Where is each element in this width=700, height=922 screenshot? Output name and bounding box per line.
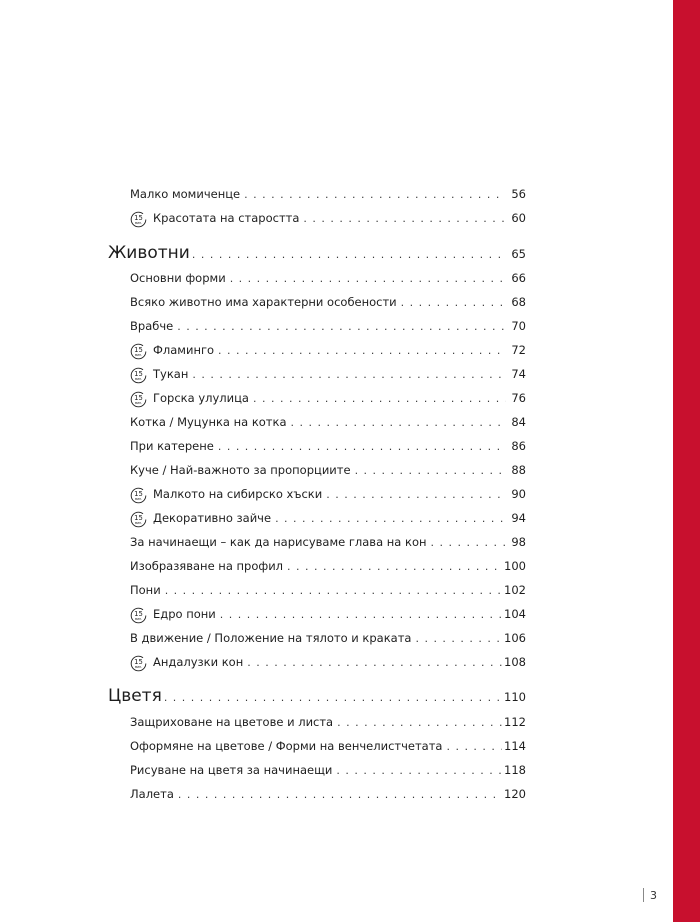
section-title: Животни [108, 243, 190, 263]
fifteen-minute-icon [130, 343, 147, 360]
toc-row-page: 106 [504, 631, 526, 645]
toc-row-page: 68 [511, 295, 526, 309]
footer-divider [643, 888, 644, 902]
toc-row-label: В движение / Положение на тялото и краката [130, 631, 412, 645]
dot-leader [431, 536, 506, 550]
toc-section-heading[interactable] [108, 243, 526, 265]
toc-row-page: 112 [504, 715, 526, 729]
dot-leader [401, 296, 506, 310]
dot-leader [247, 656, 502, 670]
toc-row[interactable] [130, 391, 526, 408]
toc-row-page: 94 [511, 511, 526, 525]
toc-row-label: Рисуване на цветя за начинаещи [130, 763, 333, 777]
dot-leader [178, 788, 502, 802]
toc-row-page: 90 [511, 487, 526, 501]
toc-row-page: 104 [504, 607, 526, 621]
toc-row-page: 66 [511, 271, 526, 285]
toc-row[interactable] [130, 211, 526, 228]
toc-row[interactable] [130, 415, 526, 430]
toc-row-page: 74 [511, 367, 526, 381]
toc-row[interactable] [130, 271, 526, 286]
toc-row-label: Малкото на сибирско хъски [153, 487, 323, 501]
toc-row-label: Лалета [130, 787, 174, 801]
dot-leader [165, 584, 502, 598]
dot-leader [337, 716, 502, 730]
toc-row-page: 108 [504, 655, 526, 669]
dot-leader [218, 440, 506, 454]
toc-row-page: 88 [511, 463, 526, 477]
dot-leader [192, 368, 506, 382]
toc-row-label: Основни форми [130, 271, 226, 285]
badge-number: 15 [134, 369, 143, 378]
toc-row[interactable] [130, 631, 526, 646]
badge-unit: мин. [134, 377, 143, 382]
badge-number: 15 [134, 345, 143, 354]
dot-leader [291, 416, 506, 430]
dot-leader [446, 740, 502, 754]
toc-row[interactable] [130, 343, 526, 360]
toc-row-page: 60 [511, 211, 526, 225]
toc-row-label: Всяко животно има характерни особености [130, 295, 397, 309]
toc-row-label: Едро пони [153, 607, 216, 621]
toc-row[interactable] [130, 511, 526, 528]
dot-leader [192, 245, 506, 265]
toc-row-label: Горска улулица [153, 391, 249, 405]
toc-row-label: Изобразяване на профил [130, 559, 284, 573]
toc-row-page: 114 [504, 739, 526, 753]
toc-row[interactable] [130, 655, 526, 672]
badge-number: 15 [134, 393, 143, 402]
toc-row-label: Пони [130, 583, 161, 597]
section-title: Цветя [108, 686, 162, 706]
fifteen-minute-icon [130, 367, 147, 384]
fifteen-minute-icon [130, 487, 147, 504]
badge-unit: мин. [134, 221, 143, 226]
toc-row-label: Красотата на старостта [153, 211, 300, 225]
toc-row[interactable] [130, 715, 526, 730]
badge-number: 15 [134, 609, 143, 618]
dot-leader [218, 344, 506, 358]
toc-row[interactable] [130, 763, 526, 778]
dot-leader [230, 272, 506, 286]
fifteen-minute-icon [130, 211, 147, 228]
badge-unit: мин. [134, 401, 143, 406]
badge-unit: мин. [134, 617, 143, 622]
dot-leader [326, 488, 506, 502]
toc-row[interactable] [130, 319, 526, 334]
toc-row-label: Андалузки кон [153, 655, 244, 669]
badge-unit: мин. [134, 665, 143, 670]
toc-row-page: 102 [504, 583, 526, 597]
dot-leader [355, 464, 506, 478]
toc-row-page: 120 [504, 787, 526, 801]
dot-leader [415, 632, 502, 646]
toc-row-page: 98 [511, 535, 526, 549]
toc-row-page: 118 [504, 763, 526, 777]
toc-row[interactable] [130, 787, 526, 802]
toc-row-label: Оформяне на цветове / Форми на венчелистчетата [130, 739, 443, 753]
fifteen-minute-icon [130, 607, 147, 624]
dot-leader [287, 560, 502, 574]
toc-row-page: 72 [511, 343, 526, 357]
toc-row-label: За начинаещи – как да нарисуваме глава на кон [130, 535, 427, 549]
fifteen-minute-icon [130, 391, 147, 408]
toc-row-page: 70 [511, 319, 526, 333]
toc-row-label: Декоративно зайче [153, 511, 272, 525]
badge-number: 15 [134, 657, 143, 666]
toc-row-page: 56 [511, 187, 526, 201]
toc-row[interactable] [130, 739, 526, 754]
toc-row-page: 100 [504, 559, 526, 573]
dot-leader [164, 688, 502, 708]
toc-row-page: 110 [504, 690, 526, 704]
toc-row[interactable] [130, 583, 526, 598]
dot-leader [253, 392, 506, 406]
fifteen-minute-icon [130, 655, 147, 672]
dot-leader [275, 512, 506, 526]
toc-row-label: Защриховане на цветове и листа [130, 715, 334, 729]
toc-row[interactable] [130, 439, 526, 454]
toc-row-page: 84 [511, 415, 526, 429]
dot-leader [220, 608, 502, 622]
dot-leader [303, 212, 506, 226]
badge-number: 15 [134, 513, 143, 522]
page-footer [643, 888, 657, 902]
toc-row-page: 65 [511, 247, 526, 261]
toc-row-label: Малко момиченце [130, 187, 241, 201]
badge-unit: мин. [134, 521, 143, 526]
toc-row[interactable] [130, 487, 526, 504]
badge-number: 15 [134, 489, 143, 498]
toc-row-page: 76 [511, 391, 526, 405]
toc-row-label: Врабче [130, 319, 174, 333]
badge-unit: мин. [134, 497, 143, 502]
toc-row[interactable] [130, 535, 526, 550]
dot-leader [336, 764, 502, 778]
toc-row-label: Котка / Муцунка на котка [130, 415, 287, 429]
toc-row-label: При катерене [130, 439, 214, 453]
toc-section-heading[interactable] [108, 686, 526, 708]
toc-row[interactable] [130, 559, 526, 574]
toc-row[interactable] [130, 367, 526, 384]
toc-row-label: Тукан [153, 367, 189, 381]
page-number: 3 [650, 888, 657, 902]
toc-row[interactable] [130, 463, 526, 478]
badge-unit: мин. [134, 353, 143, 358]
toc-row[interactable] [130, 187, 526, 202]
toc-row-label: Куче / Най-важното за пропорциите [130, 463, 351, 477]
toc-row[interactable] [130, 295, 526, 310]
toc-row[interactable] [130, 607, 526, 624]
toc-row-label: Фламинго [153, 343, 215, 357]
badge-number: 15 [134, 213, 143, 222]
dot-leader [244, 188, 506, 202]
toc-row-page: 86 [511, 439, 526, 453]
dot-leader [177, 320, 506, 334]
fifteen-minute-icon [130, 511, 147, 528]
